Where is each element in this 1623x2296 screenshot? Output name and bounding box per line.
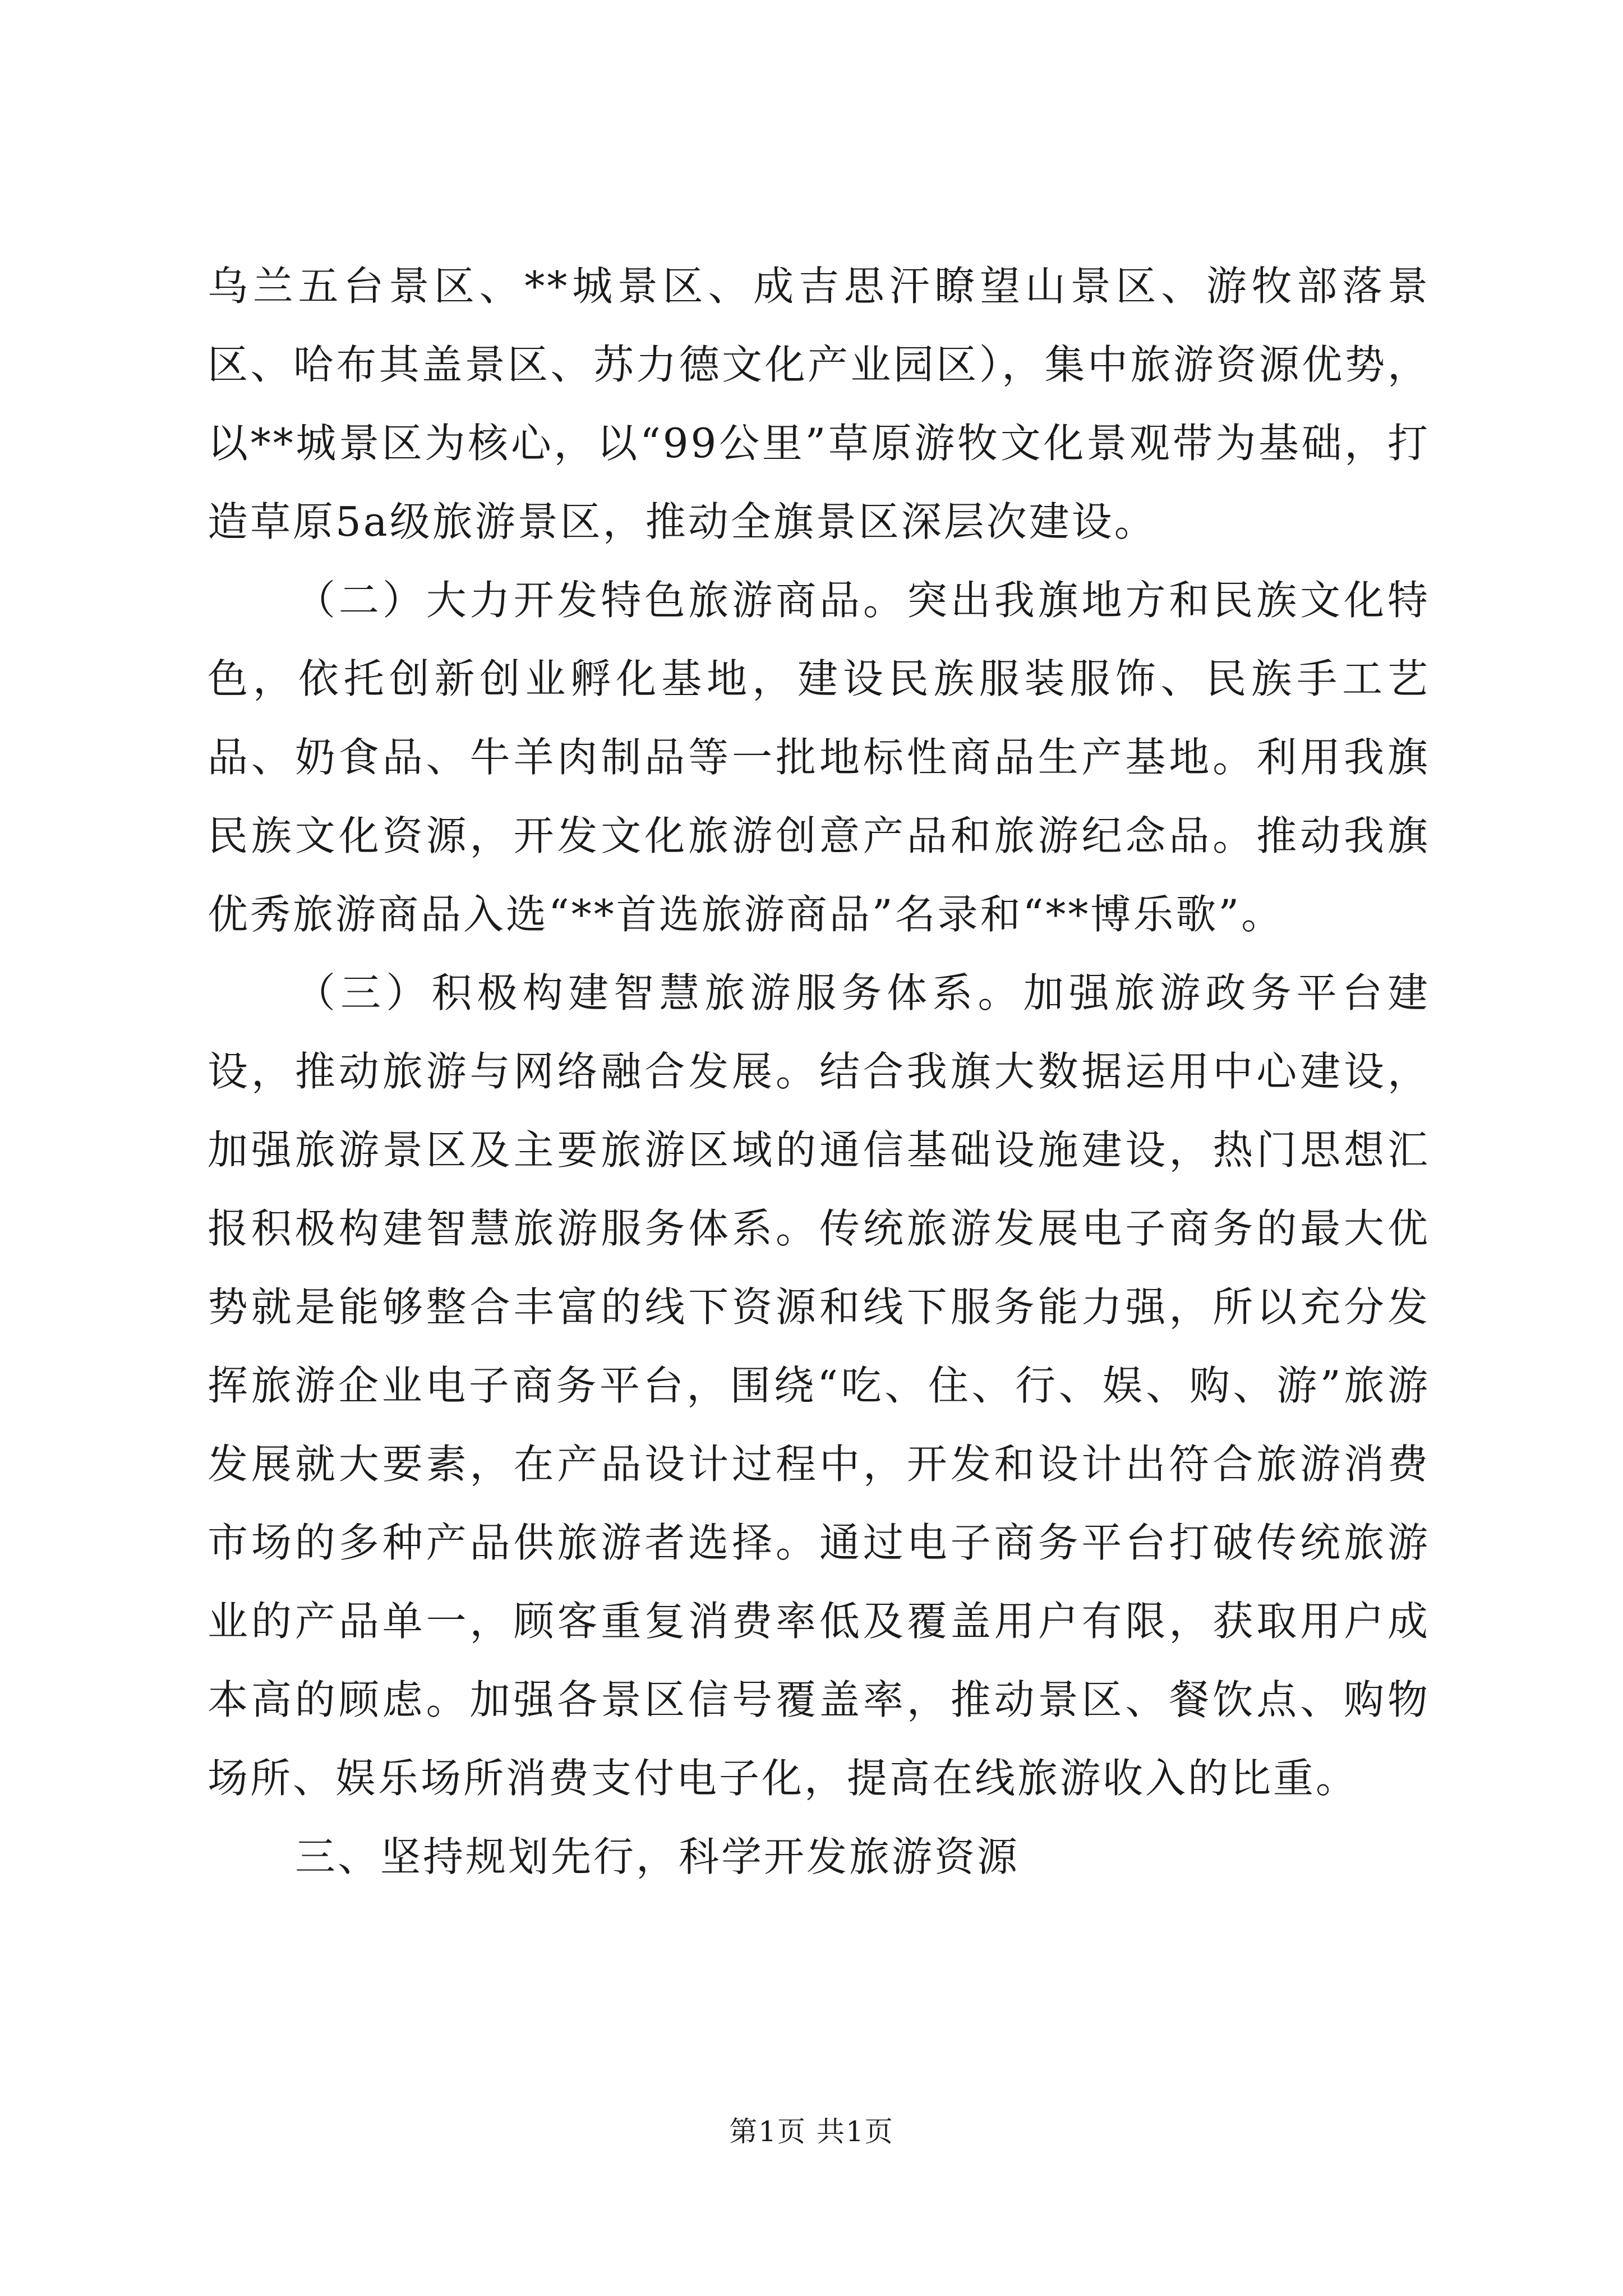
section-heading-planning: 三、坚持规划先行，科学开发旅游资源 — [295, 1833, 1020, 1880]
paragraph-tourism-products: （二）大力开发特色旅游商品。突出我旗地方和民族文化特色，依托创新创业孵化基地，建设民族服装服饰、民族手工艺品、奶食品、牛羊肉制品等一批地标性商品生产基地。利用我旗民族文化资源，开发文化旅游创意产品和旅游纪念品。推动我旗优秀旅游商品入选“**首选旅游商品”名录和“**博乐歌”。 — [208, 577, 1430, 938]
paragraph-smart-tourism: （三）积极构建智慧旅游服务体系。加强旅游政务平台建设，推动旅游与网络融合发展。结合我旗大数据运用中心建设，加强旅游景区及主要旅游区域的通信基础设施建设，热门思想汇报积极构建智慧旅游服务体系。传统旅游发展电子商务的最大优势就是能够整合丰富的线下资源和线下服务能力强，所以充分发挥旅游企业电子商务平台，围绕“吃、住、行、娱、购、游”旅游发展就大要素，在产品设计过程中，开发和设计出符合旅游消费市场的多种产品供旅游者选择。通过电子商务平台打破传统旅游业的产品单一，顾客重复消费率低及覆盖用户有限，获取用户成本高的顾虑。加强各景区信号覆盖率，推动景区、餐饮点、购物场所、娱乐场所消费支付电子化，提高在线旅游收入的比重。 — [208, 969, 1430, 1802]
document-body — [208, 247, 1430, 1896]
page-footer: 第1页 共1页 — [729, 2115, 894, 2148]
paragraph-scenic-areas: 乌兰五台景区、**城景区、成吉思汗瞭望山景区、游牧部落景区、哈布其盖景区、苏力德文化产业园区），集中旅游资源优势，以**城景区为核心，以“99公里”草原游牧文化景观带为基础，打造草原5a级旅游景区，推动全旗景区深层次建设。 — [208, 263, 1430, 545]
